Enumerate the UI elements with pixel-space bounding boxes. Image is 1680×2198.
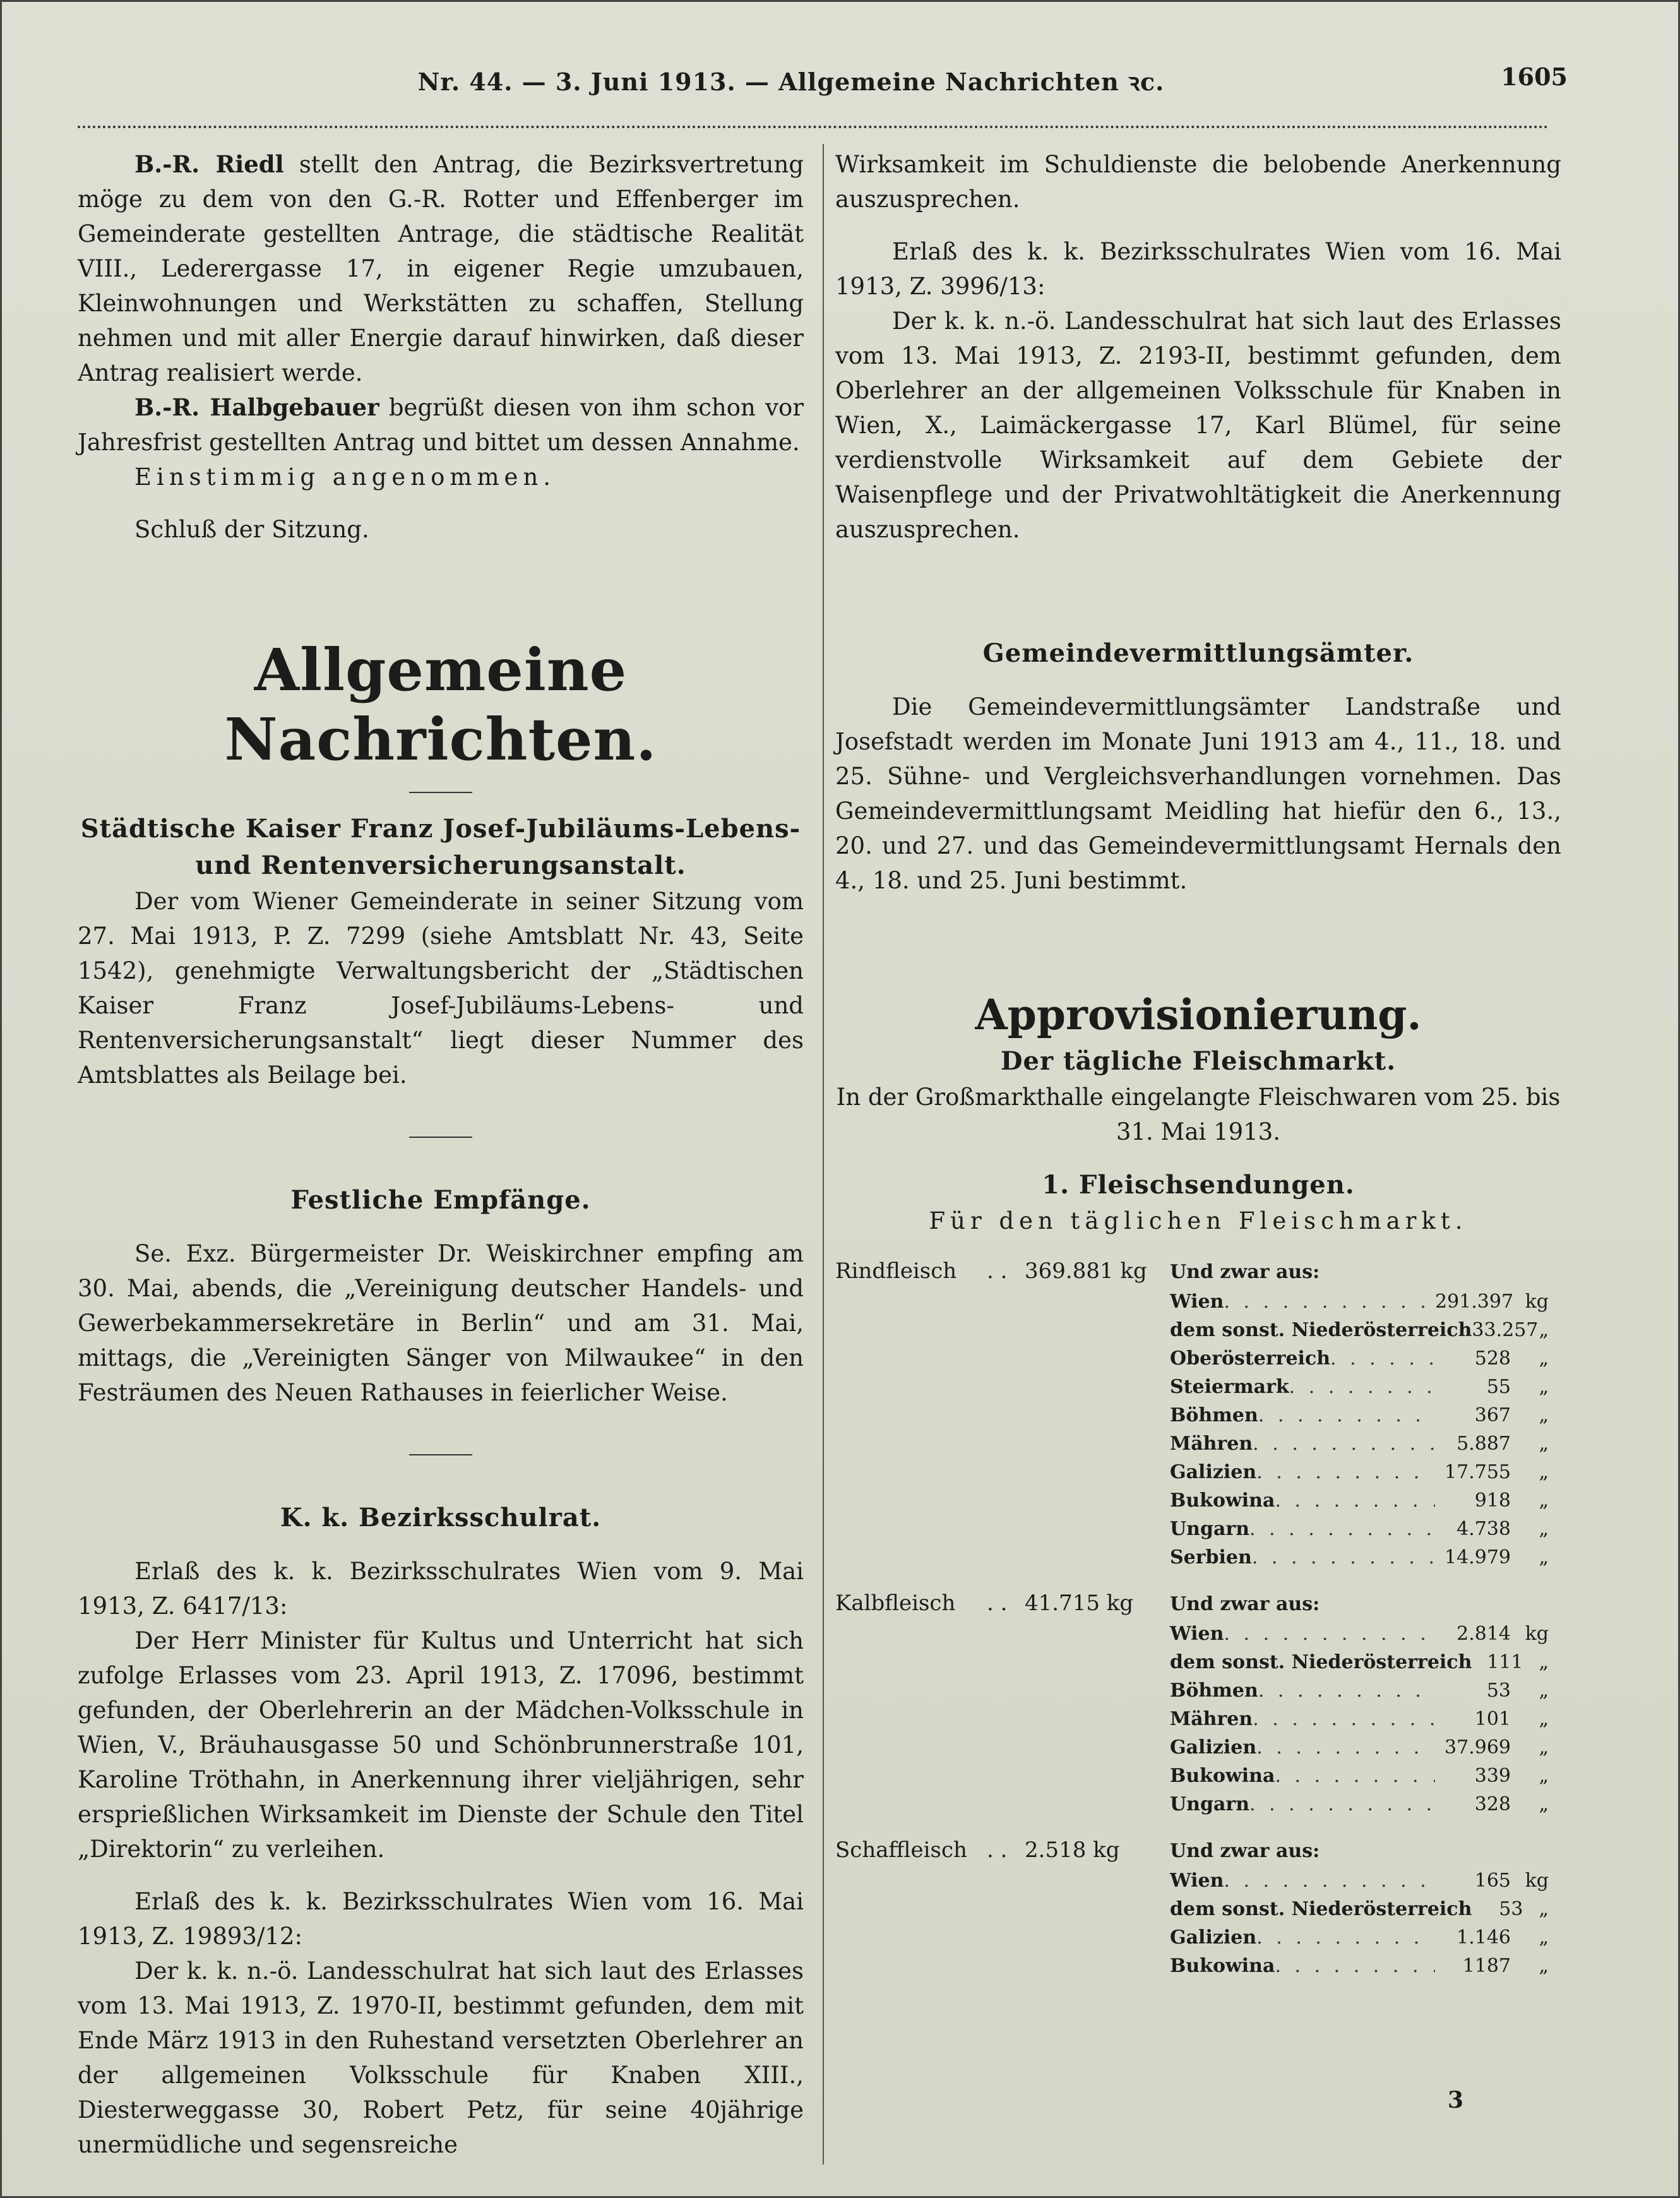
origin-name: Mähren	[1170, 1708, 1253, 1730]
origin-row	[1170, 1373, 1549, 1401]
origin-row	[1170, 1867, 1549, 1895]
origin-caption: Und zwar aus:	[1170, 1840, 1320, 1862]
session-close: Schluß der Sitzung.	[134, 516, 369, 543]
origin-name: Galizien	[1170, 1926, 1257, 1949]
origin-row	[1170, 1648, 1549, 1676]
meat-name: Kalbfleisch	[835, 1591, 956, 1616]
signature-mark: 3	[1448, 2087, 1464, 2113]
meat-total: 369.881 kg	[1025, 1258, 1147, 1284]
dot-leader	[1256, 1733, 1435, 1762]
decree1-text: Der Herr Minister für Kultus und Unterricht hat sich zufolge Erlasses vom 23. April 1913, Z. 17096, bestimmt gefunden, der Oberlehrerin an der Mädchen-Volksschule in Wien, V., Bräuhausgasse 50 und Schönbrunnerstraße 101, Karoline Tröthahn, in Anerkennung ihrer vieljährigen, sehr ersprießlichen Wirksamkeit im Dienste der Schule den Titel „Direktorin“ zu verleihen.	[78, 1627, 804, 1863]
origin-value: 37.969	[1445, 1736, 1511, 1759]
origin-value: 918	[1474, 1490, 1511, 1512]
origin-unit: „	[1539, 1347, 1549, 1370]
origin-name: Wien	[1170, 1291, 1224, 1313]
origin-row	[1170, 1430, 1549, 1458]
second-text: begrüßt diesen von ihm schon vor Jahresfrist gestellten Antrag und bittet um dessen Annahme.	[78, 394, 804, 456]
origin-unit: „	[1539, 1319, 1549, 1341]
dot-leader	[1253, 1430, 1435, 1458]
origin-name: Ungarn	[1170, 1793, 1250, 1815]
origin-name: Serbien	[1170, 1546, 1252, 1568]
origin-row	[1170, 1705, 1549, 1733]
dot-leader	[1330, 1344, 1435, 1373]
origin-value: 367	[1474, 1404, 1511, 1426]
origin-row	[1170, 1316, 1549, 1344]
origin-value: 53	[1499, 1898, 1523, 1920]
meat-market-intro: In der Großmarkthalle eingelangte Fleischwaren vom 25. bis 31. Mai 1913.	[836, 1084, 1561, 1145]
origin-name: Böhmen	[1170, 1404, 1258, 1426]
origin-row	[1170, 1923, 1549, 1952]
origin-value: 528	[1474, 1347, 1511, 1370]
continued-text: Wirksamkeit im Schuldienste die belobende Anerkennung auszusprechen.	[835, 151, 1561, 213]
origin-row	[1170, 1895, 1549, 1923]
origin-row	[1170, 1762, 1549, 1790]
origin-name: Steiermark	[1170, 1376, 1289, 1398]
origin-name: Bukowina	[1170, 1490, 1275, 1512]
origin-value: 101	[1474, 1708, 1511, 1730]
origin-unit: kg	[1525, 1870, 1549, 1892]
meat-row	[835, 1835, 1561, 1867]
meat-leader: . .	[987, 1591, 1008, 1616]
origin-unit: „	[1539, 1651, 1549, 1673]
origin-value: 339	[1474, 1765, 1511, 1787]
dot-leader	[1258, 1401, 1435, 1430]
origin-value: 165	[1474, 1870, 1511, 1892]
second-paragraph	[78, 390, 804, 460]
meat-row	[835, 1256, 1561, 1287]
origin-name: Wien	[1170, 1870, 1224, 1892]
meat-block	[835, 1835, 1561, 1980]
origin-unit: „	[1539, 1793, 1549, 1815]
meat-row	[835, 1588, 1561, 1620]
origin-value: 1187	[1462, 1955, 1511, 1977]
header-rule	[78, 126, 1549, 128]
origin-row	[1170, 1344, 1549, 1373]
meat-block	[835, 1588, 1561, 1819]
origin-name: Oberösterreich	[1170, 1347, 1331, 1370]
left-column	[78, 147, 804, 2162]
origin-caption: Und zwar aus:	[1170, 1593, 1320, 1615]
mediation-title: Gemeindevermittlungsämter.	[982, 638, 1414, 668]
meat-leader: . .	[987, 1258, 1008, 1284]
origin-row	[1170, 1543, 1549, 1572]
origin-name: dem sonst. Niederösterreich	[1170, 1319, 1472, 1341]
origin-value: 111	[1487, 1651, 1523, 1673]
meat-total: 2.518 kg	[1025, 1837, 1120, 1863]
origin-unit: kg	[1525, 1291, 1549, 1313]
origin-value: 1.146	[1457, 1926, 1511, 1949]
origin-row	[1170, 1952, 1549, 1980]
origin-value: 14.979	[1445, 1546, 1511, 1568]
right-column	[835, 147, 1561, 1997]
origin-value: 33.257	[1472, 1319, 1539, 1341]
origin-unit: „	[1539, 1926, 1549, 1949]
origin-unit: „	[1539, 1518, 1549, 1540]
origin-value: 4.738	[1457, 1518, 1511, 1540]
origin-value: 5.887	[1457, 1433, 1511, 1455]
origin-value: 55	[1486, 1376, 1511, 1398]
decree1-head: Erlaß des k. k. Bezirksschulrates Wien vom 9. Mai 1913, Z. 6417/13:	[78, 1558, 804, 1620]
dot-leader	[1256, 1458, 1435, 1486]
origin-row	[1170, 1620, 1549, 1648]
insurance-text: Der vom Wiener Gemeinderate in seiner Sitzung vom 27. Mai 1913, P. Z. 7299 (siehe Amtsblatt Nr. 43, Seite 1542), genehmigte Verwaltungsbericht der „Städtischen Kaiser Franz Josef-Jubiläums-Lebens- und Rentenversicherungsanstalt“ liegt dieser Nummer des Amtsblattes als Beilage bei.	[78, 888, 804, 1089]
dot-leader	[1224, 1867, 1435, 1895]
dot-leader	[1256, 1923, 1435, 1952]
origin-value: 17.755	[1445, 1461, 1511, 1483]
motion-speaker: B.-R. Riedl	[134, 150, 284, 178]
origin-name: Galizien	[1170, 1736, 1257, 1759]
origin-unit: „	[1539, 1546, 1549, 1568]
motion-text: stellt den Antrag, die Bezirksvertretung möge zu dem von den G.-R. Rotter und Effenberger im Gemeinderate gestellten Antrage, die städtische Realität VIII., Lederergasse 17, in eigener Regie umzubauen, Kleinwohnungen und Werkstätten zu schaffen, Stellung nehmen und mit aller Energie darauf hinwirken, daß dieser Antrag realisiert werde.	[78, 151, 804, 386]
origin-unit: „	[1539, 1736, 1549, 1759]
origin-unit: „	[1539, 1708, 1549, 1730]
origin-value: 328	[1474, 1793, 1511, 1815]
origin-caption: Und zwar aus:	[1170, 1261, 1320, 1283]
dot-leader	[1258, 1676, 1435, 1705]
origin-unit: „	[1539, 1680, 1549, 1702]
origin-row	[1170, 1458, 1549, 1486]
dot-leader	[1249, 1515, 1435, 1543]
meat-block	[835, 1256, 1561, 1572]
dot-leader	[1224, 1620, 1435, 1648]
origin-unit: „	[1539, 1955, 1549, 1977]
origin-row	[1170, 1733, 1549, 1762]
dot-leader	[1275, 1486, 1435, 1515]
origin-name: Bukowina	[1170, 1765, 1275, 1787]
origin-name: dem sonst. Niederösterreich	[1170, 1898, 1472, 1920]
origin-row	[1170, 1486, 1549, 1515]
dot-leader	[1249, 1790, 1435, 1819]
supply-title: Approvisionierung.	[975, 990, 1422, 1039]
origin-row	[1170, 1790, 1549, 1819]
origin-unit: „	[1539, 1490, 1549, 1512]
motion-paragraph	[78, 147, 804, 390]
origin-row	[1170, 1287, 1549, 1316]
origin-name: Böhmen	[1170, 1680, 1258, 1702]
receptions-title: Festliche Empfänge.	[290, 1185, 591, 1215]
origin-row	[1170, 1676, 1549, 1705]
meat-tables	[835, 1256, 1561, 1980]
origin-name: Galizien	[1170, 1461, 1257, 1483]
origin-unit: „	[1539, 1404, 1549, 1426]
origin-name: Ungarn	[1170, 1518, 1250, 1540]
meat-name: Rindfleisch	[835, 1258, 957, 1284]
origin-unit: kg	[1525, 1623, 1549, 1645]
dot-leader	[1253, 1705, 1435, 1733]
dot-leader	[1275, 1952, 1435, 1980]
origin-name: dem sonst. Niederösterreich	[1170, 1651, 1472, 1673]
meat-market-title: Der tägliche Fleischmarkt.	[1000, 1046, 1397, 1076]
main-section-title: Allgemeine Nachrichten.	[224, 636, 657, 773]
origin-list	[1170, 1287, 1549, 1572]
origin-value: 53	[1486, 1680, 1511, 1702]
school-council-title: K. k. Bezirksschulrat.	[280, 1503, 602, 1532]
origin-unit: „	[1539, 1376, 1549, 1398]
dot-leader	[1224, 1287, 1435, 1316]
origin-value: 2.814	[1457, 1623, 1511, 1645]
origin-unit: „	[1539, 1898, 1549, 1920]
meat-name: Schaffleisch	[835, 1837, 967, 1863]
second-speaker: B.-R. Halbgebauer	[134, 393, 379, 421]
origin-value: 291.397	[1435, 1291, 1514, 1313]
origin-name: Mähren	[1170, 1433, 1253, 1455]
running-head: Nr. 44. — 3. Juni 1913. — Allgemeine Nachrichten ꝛc.	[417, 68, 1165, 96]
meat-leader: . .	[987, 1837, 1008, 1863]
daily-market-subtitle: Für den täglichen Fleischmarkt.	[929, 1207, 1468, 1234]
dot-leader	[1252, 1543, 1435, 1572]
decree3-head: Erlaß des k. k. Bezirksschulrates Wien vom 16. Mai 1913, Z. 3996/13:	[835, 238, 1561, 300]
column-divider	[823, 144, 824, 2165]
meat-shipments-title: 1. Fleischsendungen.	[1042, 1170, 1355, 1200]
decree2-head: Erlaß des k. k. Bezirksschulrates Wien vom 16. Mai 1913, Z. 19893/12:	[78, 1888, 804, 1950]
origin-list	[1170, 1867, 1549, 1980]
origin-name: Wien	[1170, 1623, 1224, 1645]
meat-total: 41.715 kg	[1025, 1591, 1134, 1616]
page-number: 1605	[1501, 63, 1568, 91]
unanimous-note: Einstimmig angenommen.	[134, 463, 556, 491]
origin-row	[1170, 1515, 1549, 1543]
origin-list	[1170, 1620, 1549, 1819]
dot-leader	[1289, 1373, 1435, 1401]
origin-unit: „	[1539, 1765, 1549, 1787]
origin-row	[1170, 1401, 1549, 1430]
insurance-title: Städtische Kaiser Franz Josef-Jubiläums-Lebens- und Rentenversicherungsanstalt.	[80, 814, 801, 880]
decree2-text: Der k. k. n.-ö. Landesschulrat hat sich laut des Erlasses vom 13. Mai 1913, Z. 1970-II, bestimmt gefunden, dem mit Ende März 1913 in den Ruhestand versetzten Oberlehrer an der allgemeinen Volksschule für Knaben XIII., Diesterweggasse 30, Robert Petz, für seine 40jährige unermüdliche und segensreiche	[78, 1957, 804, 2158]
decree3-text: Der k. k. n.-ö. Landesschulrat hat sich laut des Erlasses vom 13. Mai 1913, Z. 2193-II, bestimmt gefunden, dem Oberlehrer an der allgemeinen Volksschule für Knaben in Wien, X., Laimäckergasse 17, Karl Blümel, für seine verdienstvolle Wirksamkeit auf dem Gebiete der Waisenpflege und der Privatwohltätigkeit die Anerkennung auszusprechen.	[835, 308, 1561, 543]
receptions-text: Se. Exz. Bürgermeister Dr. Weiskirchner empfing am 30. Mai, abends, die „Vereinigung deutscher Handels- und Gewerbekammersekretäre in Berlin“ und am 31. Mai, mittags, die „Vereinigten Sänger von Milwaukee“ in den Festräumen des Neuen Rathauses in feierlicher Weise.	[78, 1240, 804, 1406]
dot-leader	[1275, 1762, 1435, 1790]
origin-unit: „	[1539, 1461, 1549, 1483]
origin-name: Bukowina	[1170, 1955, 1275, 1977]
mediation-text: Die Gemeindevermittlungsämter Landstraße und Josefstadt werden im Monate Juni 1913 am 4., 11., 18. und 25. Sühne- und Vergleichsverhandlungen vornehmen. Das Gemeindevermittlungsamt Meidling hat hiefür den 6., 13., 20. und 27. und das Gemeindevermittlungsamt Hernals den 4., 18. und 25. Juni bestimmt.	[835, 693, 1561, 894]
origin-unit: „	[1539, 1433, 1549, 1455]
